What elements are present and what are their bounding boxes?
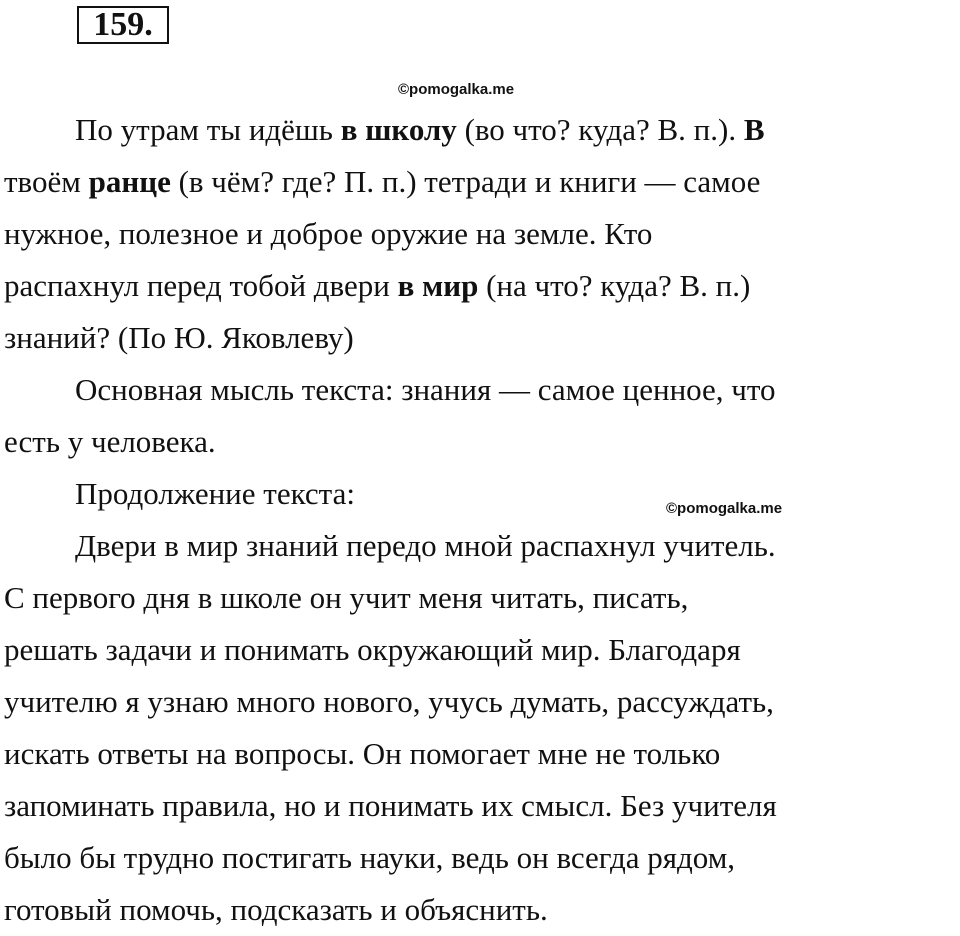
text-line xyxy=(4,156,956,208)
text-segment: решать задачи и понимать окружающий мир. Благодаря xyxy=(4,632,741,667)
text-segment: Продолжение текста: xyxy=(75,476,355,511)
text-segment: (в чём? где? П. п.) тетради и книги — самое xyxy=(170,164,761,199)
bold-phrase: ранце xyxy=(88,164,171,199)
text-segment: готовый помочь, подсказать и объяснить. xyxy=(4,892,548,927)
bold-phrase: В xyxy=(743,112,765,147)
text-line xyxy=(4,208,956,260)
text-line xyxy=(4,728,956,780)
text-line xyxy=(4,780,956,832)
text-segment: знаний? (По Ю. Яковлеву) xyxy=(4,320,354,355)
bold-phrase: в школу xyxy=(340,112,457,147)
text-line xyxy=(4,520,956,572)
text-segment: есть у человека. xyxy=(4,424,216,459)
text-segment: нужное, полезное и доброе оружие на земле. Кто xyxy=(4,216,653,251)
text-segment: твоём xyxy=(4,164,89,199)
text-segment: запоминать правила, но и понимать их смысл. Без учителя xyxy=(4,788,777,823)
text-segment: (на что? куда? В. п.) xyxy=(478,268,751,303)
text-line xyxy=(4,676,956,728)
text-line xyxy=(4,884,956,936)
text-line xyxy=(4,260,956,312)
text-line xyxy=(4,364,956,416)
text-line xyxy=(4,572,956,624)
text-line xyxy=(4,832,956,884)
text-segment: учителю я узнаю много нового, учусь думать, рассуждать, xyxy=(4,684,774,719)
text-segment: было бы трудно постигать науки, ведь он всегда рядом, xyxy=(4,840,736,875)
text-segment: С первого дня в школе он учит меня читать, писать, xyxy=(4,580,689,615)
text-segment: искать ответы на вопросы. Он помогает мне не только xyxy=(4,736,721,771)
text-segment: По утрам ты идёшь xyxy=(75,112,341,147)
text-segment: Основная мысль текста: знания — самое ценное, что xyxy=(75,372,776,407)
text-line xyxy=(4,624,956,676)
text-line xyxy=(4,104,956,156)
text-line xyxy=(4,312,956,364)
task-number: 159. xyxy=(77,6,169,44)
text-segment: распахнул перед тобой двери xyxy=(4,268,398,303)
bold-phrase: в мир xyxy=(397,268,479,303)
text-line xyxy=(4,468,956,520)
text-segment: (во что? куда? В. п.). xyxy=(456,112,744,147)
exercise-text xyxy=(4,104,956,936)
text-line xyxy=(4,416,956,468)
text-segment: Двери в мир знаний передо мной распахнул учитель. xyxy=(75,528,776,563)
watermark: ©pomogalka.me xyxy=(398,81,515,98)
watermark: ©pomogalka.me xyxy=(666,500,783,517)
